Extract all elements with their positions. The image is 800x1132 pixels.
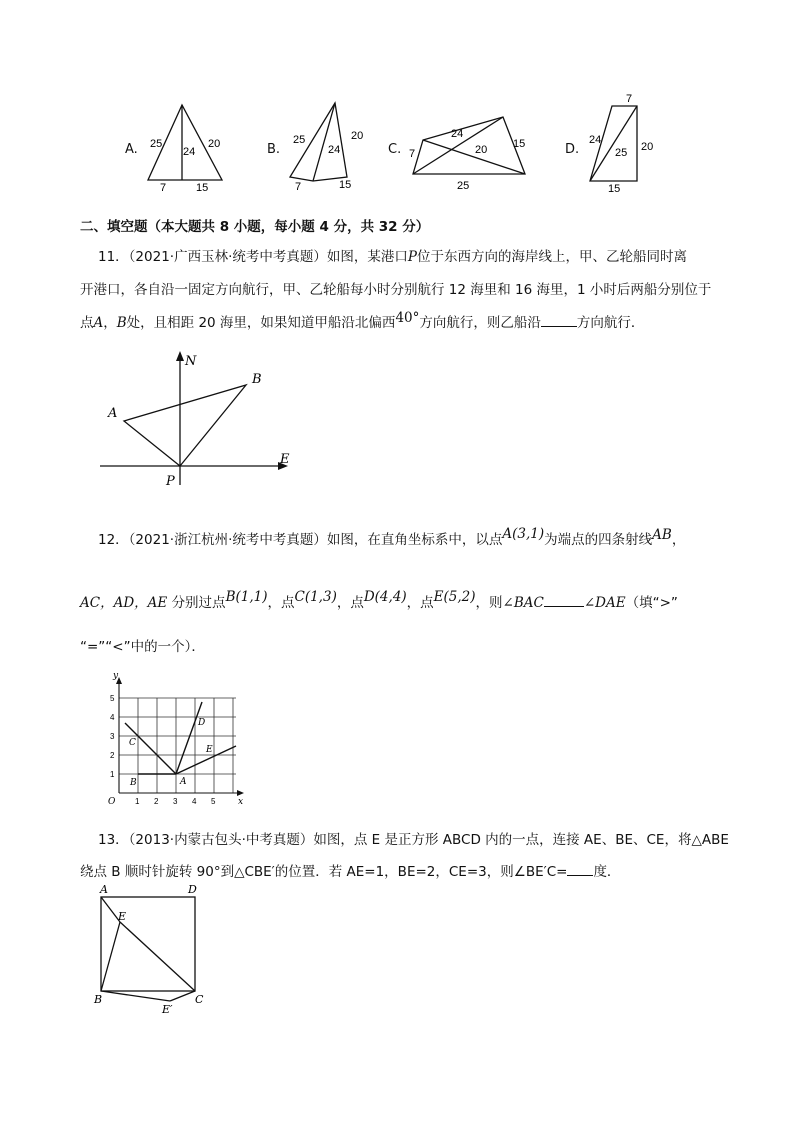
q12-text-2b: 分别过点	[171, 595, 226, 611]
q12-xtick-3: 3	[173, 797, 178, 806]
q11-text-1: 11．（2021·广西玉林·统考中考真题）如图，某港口	[98, 249, 408, 265]
q13-fig-d: D	[188, 883, 197, 896]
q12-pt-1: ，点	[267, 595, 295, 611]
option-b-triangle	[265, 95, 385, 195]
q12-line-2	[80, 589, 678, 613]
q13-fig-c: C	[195, 993, 204, 1006]
option-a-side-24: 24	[183, 146, 196, 158]
q12-xtick-5: 5	[211, 797, 216, 806]
q12-ytick-1: 1	[110, 770, 115, 779]
q12-fig-b: B	[130, 778, 137, 788]
option-d-side-20: 20	[641, 141, 654, 153]
q12-pt-3: ，点	[406, 595, 434, 611]
q12-ytick-3: 3	[110, 732, 115, 741]
q11-answer-blank[interactable]	[541, 312, 577, 327]
q12-point-a: A(3,1)	[502, 526, 545, 542]
option-a-side-15: 15	[196, 182, 209, 194]
q13-text-2a: 绕点 B 顺时针旋转 90°到△CBE′的位置．若 AE=1，BE=2，CE=3，则∠BE′C=	[80, 864, 568, 880]
option-b-side-24: 24	[328, 144, 341, 156]
option-a-triangle	[120, 95, 240, 195]
q12-pt-2: ，点	[336, 595, 364, 611]
option-c	[385, 95, 535, 195]
q12-fig-c: C	[129, 738, 136, 748]
q12-angle-dae: ∠DAE	[583, 595, 626, 611]
q12-point-c: C(1,3)	[294, 589, 337, 605]
q11-point-b: B	[116, 315, 127, 331]
q12-xtick-4: 4	[192, 797, 197, 806]
q11-sep: ，	[103, 315, 117, 331]
option-d-side-25: 25	[615, 147, 628, 159]
option-a-label: A.	[125, 142, 138, 157]
q13-fig-e: E	[118, 910, 127, 923]
q12-xtick-1: 1	[135, 797, 140, 806]
option-a	[120, 95, 240, 195]
q12-point-d: D(4,4)	[363, 589, 407, 605]
q11-figure	[90, 345, 300, 495]
q13-fig-a: A	[100, 883, 108, 896]
q12-text-1a: 12．（2021·浙江杭州·统考中考真题）如图，在直角坐标系中，以点	[98, 532, 503, 548]
q12-ytick-2: 2	[110, 751, 115, 760]
option-b-side-20: 20	[351, 130, 364, 142]
q12-angle-bac: ∠BAC	[502, 595, 544, 611]
option-a-side-25: 25	[150, 138, 163, 150]
q12-text-2c: ，则	[475, 595, 503, 611]
q11-line-2: 开港口，各自沿一固定方向航行，甲、乙轮船每小时分别航行 12 海里和 16 海里，1 小时后两船分别位于	[80, 282, 712, 298]
option-c-side-7: 7	[409, 148, 416, 160]
q11-text-3d: 方向航行．	[576, 315, 645, 331]
q11-fig-p: P	[166, 474, 175, 489]
q11-line-1	[98, 247, 687, 267]
q12-fig-o: O	[108, 797, 116, 807]
option-a-side-7: 7	[160, 182, 167, 194]
option-b-side-7: 7	[295, 181, 302, 193]
option-d-figure	[560, 88, 670, 196]
q12-ray-ab: AB	[652, 527, 672, 543]
q13-figure	[92, 880, 222, 1020]
option-c-side-20: 20	[475, 144, 488, 156]
q13-answer-blank[interactable]	[567, 861, 593, 876]
option-a-side-20: 20	[208, 138, 221, 150]
q12-text-1b: 为端点的四条射线	[544, 532, 653, 548]
q11-fig-n: N	[185, 354, 197, 369]
q12-fig-e: E	[206, 745, 213, 755]
option-d-side-15: 15	[608, 183, 621, 195]
q13-fig-e2: E′	[162, 1003, 173, 1016]
q11-point-a: A	[93, 315, 104, 331]
q13-line-1: 13．（2013·内蒙古包头·中考真题）如图，点 E 是正方形 ABCD 内的一点，连接 AE、BE、CE，将△ABE	[98, 832, 729, 848]
q12-ytick-5: 5	[110, 694, 115, 703]
q12-fig-y: y	[113, 671, 119, 681]
section-heading: 二、填空题（本大题共 8 小题，每小题 4 分，共 32 分）	[80, 219, 430, 235]
option-b	[265, 95, 385, 195]
option-d-side-24: 24	[589, 134, 602, 146]
q11-fig-b: B	[252, 372, 262, 387]
q11-angle: 40°	[395, 310, 420, 326]
q12-text-1c: ，	[671, 532, 686, 548]
option-c-side-25: 25	[457, 180, 470, 192]
q13-text-2b: 度．	[593, 864, 621, 880]
q12-ytick-4: 4	[110, 713, 115, 722]
q12-line-1	[98, 526, 686, 550]
q12-point-b: B(1,1)	[225, 589, 268, 605]
q12-fig-a: A	[180, 777, 187, 787]
q13-line-2	[80, 861, 620, 882]
q11-line-3	[80, 312, 644, 333]
q11-text-3b: 处，且相距 20 海里，如果知道甲船沿北偏西	[126, 315, 396, 331]
q11-text-3c: 方向航行，则乙船沿	[419, 315, 541, 331]
option-b-side-15: 15	[339, 179, 352, 191]
q12-fig-d: D	[198, 718, 206, 728]
q12-point-e: E(5,2)	[433, 589, 476, 605]
q12-fig-x: x	[238, 797, 244, 807]
option-b-label: B.	[267, 142, 281, 157]
q12-line-3: “=”“<”中的一个）．	[80, 639, 205, 655]
q11-text-3a: 点	[80, 315, 94, 331]
option-c-label: C.	[388, 142, 402, 157]
option-c-side-24: 24	[451, 128, 464, 140]
q12-text-2d: （填“>”	[625, 595, 678, 611]
option-d	[560, 88, 670, 196]
q11-fig-a: A	[108, 406, 118, 421]
q11-fig-e: E	[280, 452, 290, 467]
q12-figure	[100, 664, 250, 809]
q11-text-1b: 位于东西方向的海岸线上，甲、乙轮船同时离	[416, 249, 687, 265]
q12-rays: AC，AD，AE	[80, 595, 168, 611]
q11-point-p: P	[407, 249, 417, 265]
option-c-figure	[385, 95, 535, 195]
option-d-side-7: 7	[626, 93, 633, 105]
q12-answer-blank[interactable]	[544, 592, 584, 607]
option-b-side-25: 25	[293, 134, 306, 146]
option-c-side-15: 15	[513, 138, 526, 150]
q13-fig-b: B	[94, 993, 103, 1006]
option-d-label: D.	[565, 142, 580, 157]
q12-xtick-2: 2	[154, 797, 159, 806]
